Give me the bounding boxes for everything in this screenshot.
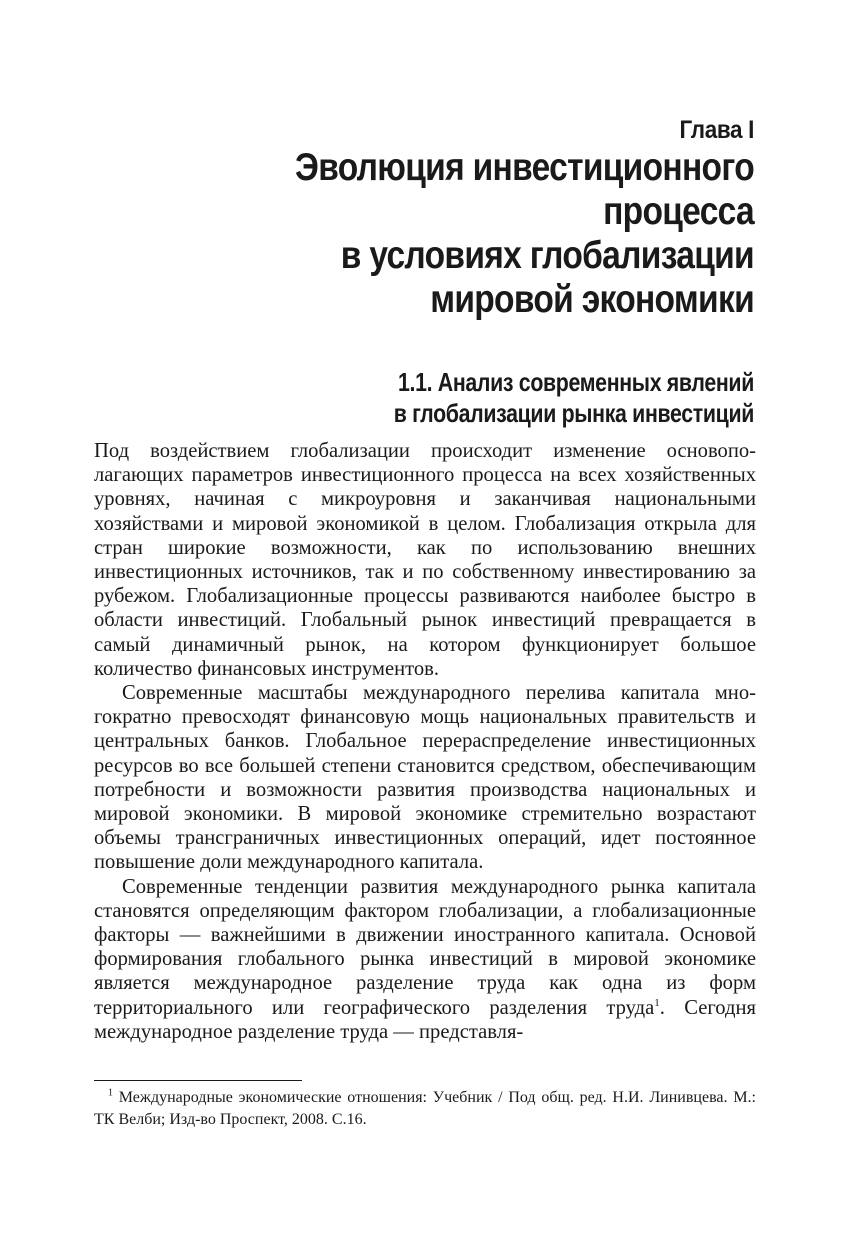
footnote-mark: 1: [108, 1087, 113, 1099]
section-title: 1.1. Анализ современных явлений в глобализации рынка инвестиций: [393, 367, 754, 428]
paragraph-3: [94, 875, 756, 1044]
footnote-divider: [94, 1080, 302, 1081]
body-text: [94, 439, 756, 1044]
footnote-text: Международные экономические отношения: Учебник / Под общ. ред. Н.И. Линивцева. М.: ТК Велби; Изд-во Проспект, 2008. С.16.: [94, 1089, 756, 1128]
footnote-paragraph: [94, 1087, 756, 1131]
footnote-reference[interactable]: 1: [654, 996, 660, 1009]
paragraph-2: Современные масштабы международного перелива капитала многократно превосходят финансовую мощь национальных правительств и центральных банков. Глобальное перераспределение инвестиционных ресурсов во все большей степени становится средством, обеспечивающим потребности и возможности развития производства национальных и мировой экономики. В мировой экономике стремительно возрастают объемы трансграничных инвестиционных операций, идет постоянное повышение доли международного капитала.: [94, 682, 756, 874]
paragraph-1: Под воздействием глобализации происходит изменение основополагающих параметров инвестиционного процесса на всех хозяйственных уровнях, начиная с микроуровня и заканчивая национальными хозяйствами и мировой экономикой в целом. Глобализация открыла для стран широкие возможности, как по использованию внешних инвестиционных источников, так и по собственному инвестированию за рубежом. Глобализационные процессы развиваются наиболее быстро в области инвестиций. Глобальный рынок инвестиций превращается в самый динамичный рынок, на котором функционирует большое количество финансовых инструментов.: [94, 440, 756, 680]
chapter-label: Глава I: [679, 116, 754, 144]
paragraph-3-tail: . Сегодня международное разделение труда — представля-: [94, 996, 756, 1043]
chapter-heading: [90, 114, 754, 322]
footnote: [94, 1087, 756, 1131]
paragraph-3-text: Современные тенденции развития международного рынка капитала становятся определяющим фактором глобализации, а глобализационные факторы — важнейшими в движении иностранного капитала. Основой формирования глобального рынка инвестиций в мировой экономике является международное разделение труда как одна из форм территориального или географического разделения труда: [94, 875, 756, 1019]
section-heading: [90, 367, 754, 429]
chapter-title: Эволюция инвестиционного процесса в условиях глобализации мировой экономики: [295, 146, 754, 321]
